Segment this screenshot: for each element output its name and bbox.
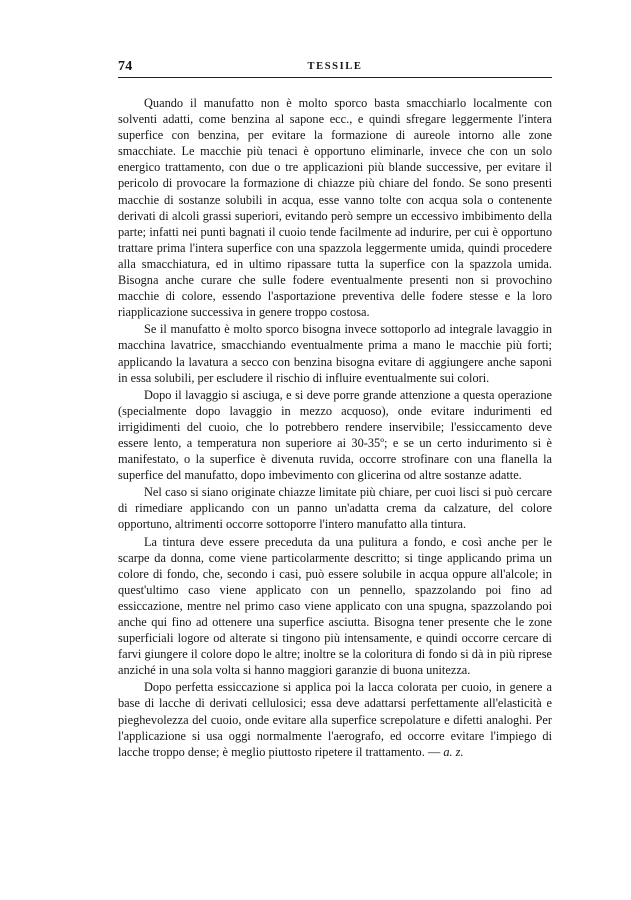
paragraph-final [118,679,552,759]
paragraph: La tintura deve essere preceduta da una pulitura a fondo, e così anche per le scarpe da donna, come viene particolarmente descritto; si tinge applicando prima un colore di fondo, che, secondo i casi, può essere solubile in acqua oppure all'alcole; in quest'ultimo caso viene applicato con un pennello, spazzolando poi fino ad essiccazione, mentre nel primo caso viene applicato con una spugna, spazzolando poi anche qui fino ad ottenere una superfice asciutta. Bisogna tener presente che le zone superficiali logore od alterate si tingono più intensamente, e quindi occorre cercare di farvi giungere il colore dopo le altre; inoltre se la coloritura di fondo si dà in più riprese anziché in una sola volta si hanno maggiori garanzie di buona unitezza. [118,534,552,678]
page-number: 74 [118,59,133,74]
body-text [118,95,552,761]
paragraph: Se il manufatto è molto sporco bisogna invece sottoporlo ad integrale lavaggio in macchina lavatrice, smacchiando eventualmente prima a mano le macchie più forti; applicando la lavatura a secco con benzina bisogna evitare di aggiungere anche saponi in essa solubili, per escludere il rischio di influire eventualmente sui colori. [118,322,552,385]
header-rule [118,77,552,78]
running-head: TESSILE [307,61,363,72]
page-header [118,56,552,76]
paragraph-text: Dopo perfetta essiccazione si applica poi la lacca colorata per cuoio, in genere a base di lacche di derivati cellulosici; essa deve adattarsi perfettamente all'elasticità e pieghevolezza del cuoio, onde evitare alla superfice screpolature e difetti analoghi. Per l'applicazione si usa oggi normalmente l'aerografo, ed occorre evitare l'impiego di lacche troppo dense; è meglio piuttosto ripetere il trattamento. — [118,680,552,759]
author-signature: a. z. [443,744,464,759]
paragraph: Quando il manufatto non è molto sporco basta smacchiarlo localmente con solventi adatti, come benzina al sapone ecc., e quindi sfregare leggermente l'intera superfice con benzina, per evitare la formazione di aureole intorno alle zone smacchiate. Le macchie più tenaci è opportuno eliminarle, invece che con un solo energico trattamento, con due o tre applicazioni più blande successive, per evitare il pericolo di provocare la formazione di chiazze più chiare del fondo. Se sono presenti macchie di sostanze solubili in acqua, esse vanno tolte con acqua sola o contenente derivati di alcoli grassi superiori, evitando però sempre un eccessivo imbibimento della parte; infatti nei punti bagnati il cuoio tende facilmente ad indurire, per cui è opportuno trattare prima l'intera superfice con una spazzola leggermente umida, quindi procedere alla smacchiatura, ed in ultimo ripassare tutta la superfice con la spazzola umida. Bisogna anche curare che sulle fodere eventualmente presenti non si provochino macchie di colore, essendo l'asportazione preventiva delle fodere stesse e la loro riapplicazione successiva in genere troppo costosa. [118,96,552,320]
paragraph: Dopo il lavaggio si asciuga, e si deve porre grande attenzione a questa operazione (specialmente dopo lavaggio in mezzo acquoso), onde evitare indurimenti ed irrigidimenti del cuoio, che lo potrebbero rendere inservibile; l'essiccamento deve essere lento, a temperatura non superiore ai 30-35º; e se un certo indurimento si è manifestato, o la superfice è divenuta ruvida, occorre strofinare con una flanella la superfice del manufatto, dopo imbevimento con glicerina od altre sostanze adatte. [118,387,552,483]
paragraph: Nel caso si siano originate chiazze limitate più chiare, per cuoi lisci si può cercare di rimediare applicando con un panno un'adatta crema da calzature, del colore opportuno, altrimenti occorre sottoporre l'intero manufatto alla tintura. [118,485,552,532]
